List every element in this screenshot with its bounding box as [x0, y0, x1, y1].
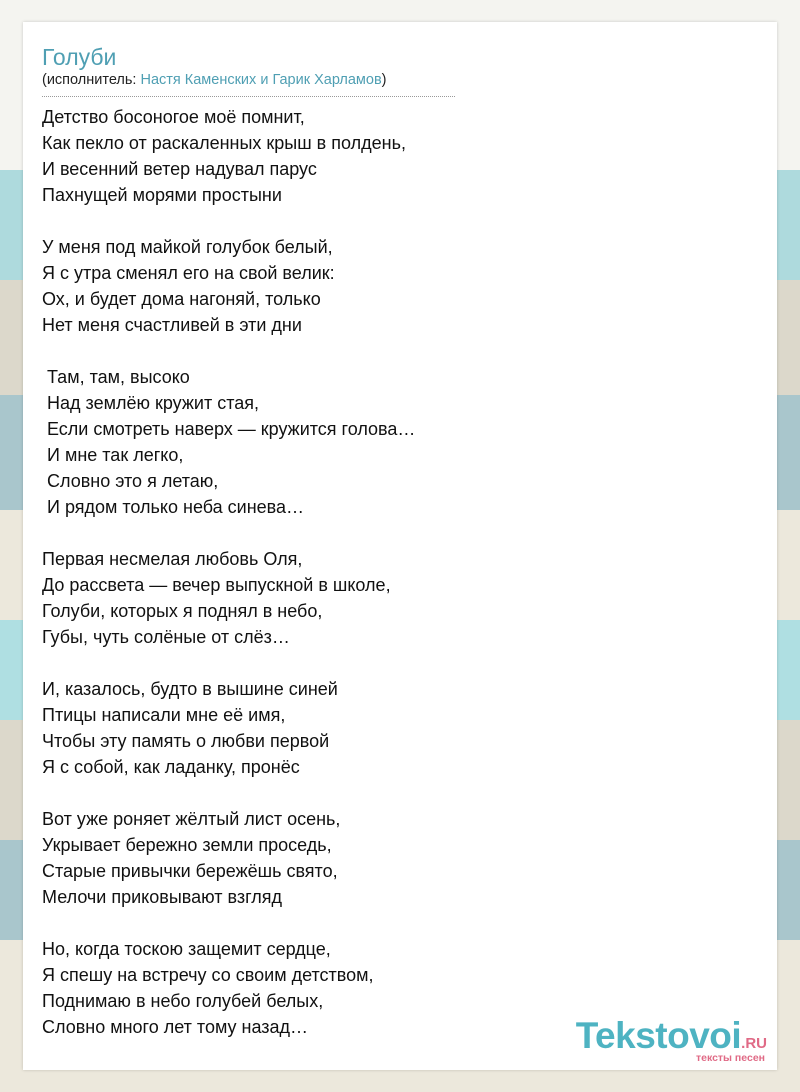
lyrics-body: [42, 104, 742, 1066]
lyric-line: Как пекло от раскаленных крыш в полдень,: [42, 133, 406, 153]
lyric-line: Я с утра сменял его на свой велик:: [42, 263, 335, 283]
lyric-line: Укрывает бережно земли проседь,: [42, 835, 332, 855]
byline-prefix: (исполнитель:: [42, 72, 141, 88]
lyric-line: Первая несмелая любовь Оля,: [42, 549, 303, 569]
lyric-line: Вот уже роняет жёлтый лист осень,: [42, 809, 341, 829]
lyric-line: И, казалось, будто в вышине синей: [42, 679, 338, 699]
song-title: Голуби: [42, 44, 117, 70]
verse-stanza: [42, 234, 742, 338]
lyric-line: Мелочи приковывают взгляд: [42, 887, 283, 907]
lyric-line: И весенний ветер надувал парус: [42, 159, 317, 179]
chorus-stanza: [42, 364, 742, 520]
lyric-line: Если смотреть наверх — кружится голова…: [47, 419, 416, 439]
lyric-line: И мне так легко,: [47, 445, 184, 465]
lyric-line: Словно много лет тому назад…: [42, 1017, 309, 1037]
artist-byline: [42, 72, 387, 88]
lyric-line: И рядом только неба синева…: [47, 497, 305, 517]
lyric-line: Поднимаю в небо голубей белых,: [42, 991, 324, 1011]
lyric-line: У меня под майкой голубок белый,: [42, 237, 333, 257]
lyric-line: Старые привычки бережёшь свято,: [42, 861, 338, 881]
lyrics-card: [23, 22, 777, 1070]
byline-suffix: ): [381, 72, 387, 88]
logo-tagline: тексты песен: [695, 1052, 765, 1064]
lyric-line: Но, когда тоскою защемит сердце,: [42, 939, 331, 959]
divider: [42, 96, 455, 97]
lyric-line: Детство босоногое моё помнит,: [42, 107, 305, 127]
lyric-line: Ох, и будет дома нагоняй, только: [42, 289, 321, 309]
lyric-line: Нет меня счастливей в эти дни: [42, 315, 302, 335]
logo-tld: .RU: [741, 1035, 767, 1052]
lyric-line: Над землёю кружит стая,: [47, 393, 259, 413]
lyric-line: Губы, чуть солёные от слёз…: [42, 627, 290, 647]
lyric-line: Там, там, высоко: [47, 367, 190, 387]
logo-brand: Tekstovoi: [575, 1015, 742, 1056]
lyric-line: До рассвета — вечер выпускной в школе,: [42, 575, 391, 595]
lyric-line: Пахнущей морями простыни: [42, 185, 282, 205]
lyric-line: Я спешу на встречу со своим детством,: [42, 965, 374, 985]
verse-stanza: [42, 546, 742, 650]
lyric-line: Чтобы эту память о любви первой: [42, 731, 330, 751]
verse-stanza: [42, 806, 742, 910]
artist-link[interactable]: Настя Каменских и Гарик Харламов: [140, 72, 382, 88]
lyric-line: Голуби, которых я поднял в небо,: [42, 601, 323, 621]
lyric-line: Словно это я летаю,: [47, 471, 219, 491]
verse-stanza: [42, 104, 742, 208]
lyric-line: Птицы написали мне её имя,: [42, 705, 286, 725]
lyric-line: Я с собой, как ладанку, пронёс: [42, 757, 300, 777]
site-logo[interactable]: [576, 1017, 767, 1064]
verse-stanza: [42, 676, 742, 780]
